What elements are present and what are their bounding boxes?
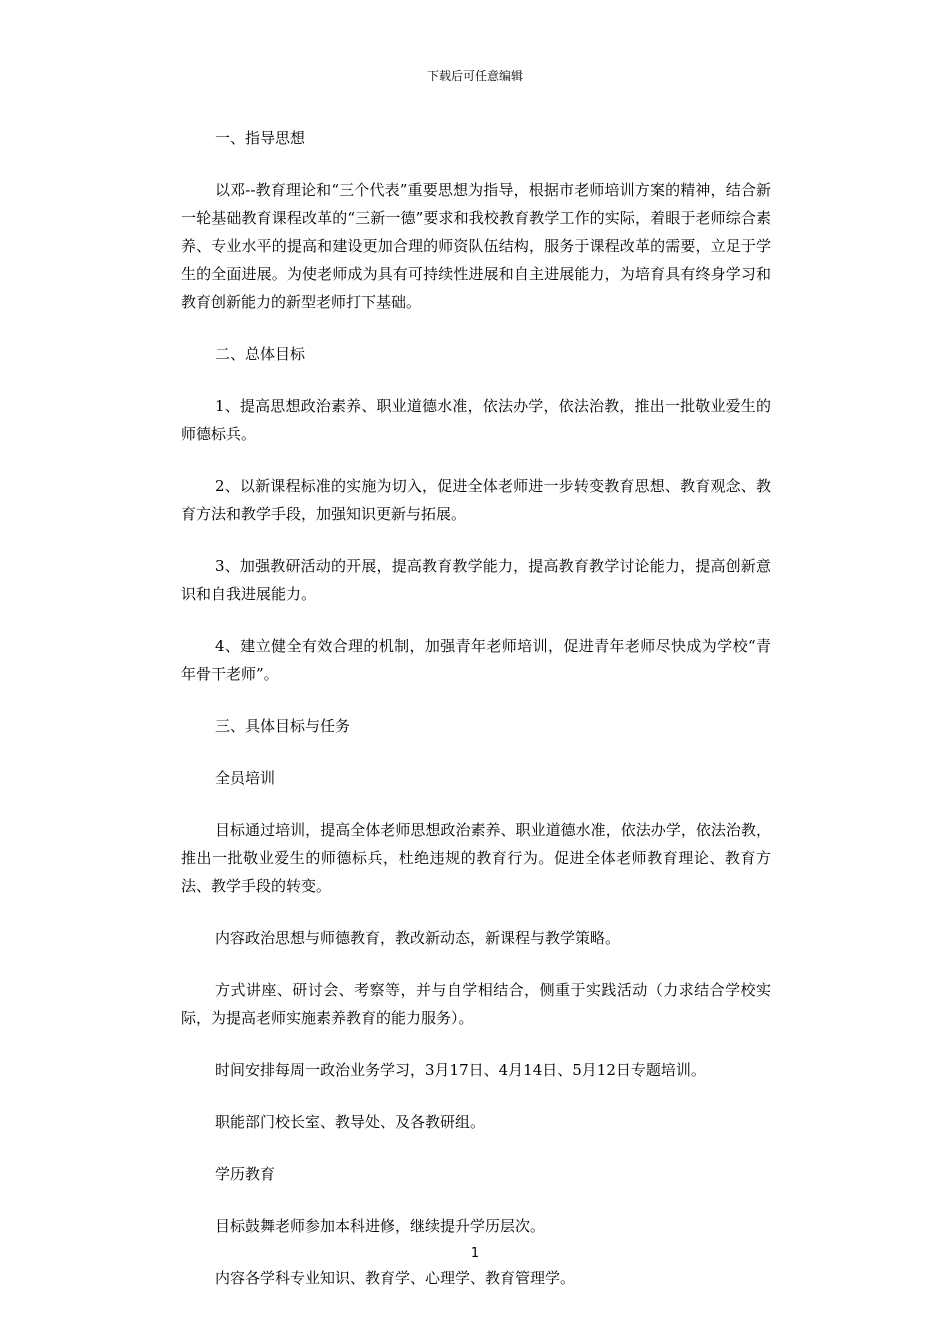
goal-item-2: 2、以新课程标准的实施为切入，促进全体老师进一步转变教育思想、教育观念、教育方法和教学手段，加强知识更新与拓展。 — [181, 477, 771, 523]
page-header: 下载后可任意编辑 — [426, 69, 523, 83]
paragraph-training-method: 方式讲座、研讨会、考察等，并与自学相结合，侧重于实践活动（力求结合学校实际，为提高老师实施素养教育的能力服务）。 — [181, 981, 771, 1027]
page-number: 1 — [470, 1246, 480, 1261]
paragraph-responsible-departments: 职能部门校长室、教导处、及各教研组。 — [215, 1113, 486, 1131]
paragraph-training-time: 时间安排每周一政治业务学习，3月17日、4月14日、5月12日专题培训。 — [215, 1061, 706, 1079]
paragraph-guiding-ideology: 以邓--教育理论和“三个代表”重要思想为指导，根据市老师培训方案的精神，结合新一轮基础教育课程改革的“三新一德”要求和我校教育教学工作的实际，着眼于老师综合素养、专业水平的提高和建设更加合理的师资队伍结构，服务于课程改革的需要，立足于学生的全面进展。为使老师成为具有可持续性进展和自主进展能力，为培育具有终身学习和教育创新能力的新型老师打下基础。 — [181, 181, 771, 311]
section-heading-overall-goals: 二、总体目标 — [215, 345, 306, 363]
paragraph-training-content: 内容政治思想与师德教育，教改新动态，新课程与教学策略。 — [215, 929, 621, 947]
section-heading-specific-goals: 三、具体目标与任务 — [215, 717, 351, 735]
goal-item-4: 4、建立健全有效合理的机制，加强青年老师培训，促进青年老师尽快成为学校“青年骨干老师”。 — [181, 637, 771, 683]
paragraph-training-goal: 目标通过培训，提高全体老师思想政治素养、职业道德水准，依法办学，依法治教，推出一批敬业爱生的师德标兵，杜绝违规的教育行为。促进全体老师教育理论、教育方法、教学手段的转变。 — [181, 821, 771, 895]
subheading-all-staff-training: 全员培训 — [215, 769, 276, 787]
goal-item-1: 1、提高思想政治素养、职业道德水准，依法办学，依法治教，推出一批敬业爱生的师德标兵。 — [181, 397, 771, 443]
section-heading-guiding-ideology: 一、指导思想 — [215, 129, 306, 147]
goal-item-3: 3、加强教研活动的开展，提高教育教学能力，提高教育教学讨论能力，提高创新意识和自我进展能力。 — [181, 557, 771, 603]
subheading-degree-education: 学历教育 — [215, 1165, 276, 1183]
paragraph-education-content: 内容各学科专业知识、教育学、心理学、教育管理学。 — [215, 1269, 576, 1287]
document-body — [181, 124, 771, 1316]
paragraph-education-goal: 目标鼓舞老师参加本科进修，继续提升学历层次。 — [215, 1217, 546, 1235]
